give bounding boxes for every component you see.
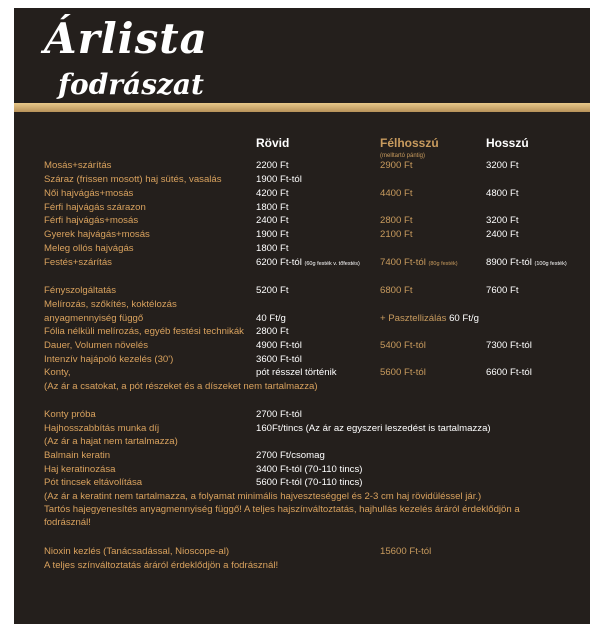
price-row (0, 214, 604, 227)
row-label: Melírozás, szőkítés, koktélozás (44, 299, 177, 310)
row-long (486, 256, 567, 271)
price-row (0, 449, 604, 462)
row-label: Meleg ollós hajvágás (44, 243, 134, 254)
price-row (0, 298, 604, 311)
price-row (0, 463, 604, 476)
row-medium: 5400 Ft-tól (380, 340, 426, 351)
row-short (256, 256, 360, 271)
price-row (0, 284, 604, 297)
row-label: Intenzív hajápoló kezelés (30') (44, 354, 174, 365)
row-label: Női hajvágás+mosás (44, 188, 134, 199)
row-label: Konty, (44, 367, 71, 378)
price-row (0, 242, 604, 255)
logo-subtitle: fodrászat (58, 68, 204, 101)
row-label: Haj keratinozása (44, 464, 116, 475)
final-note: A teljes színváltoztatás áráról érdeklődjön a fodrásznál! (44, 560, 279, 571)
row-short: 5200 Ft (256, 285, 289, 296)
row-long: 3200 Ft (486, 160, 519, 171)
price-row (0, 353, 604, 366)
row-short: 40 Ft/g (256, 313, 286, 324)
row-short: 1800 Ft (256, 202, 289, 213)
pastel-label: + Pasztellizálás (380, 313, 447, 324)
row-short: 2700 Ft-tól (256, 409, 302, 420)
row-long: 7300 Ft-tól (486, 340, 532, 351)
gold-divider (14, 103, 590, 112)
header-medium: Félhosszú (380, 136, 439, 150)
row-long: 7600 Ft (486, 285, 519, 296)
row-short: pót résszel történik (256, 367, 337, 378)
row-medium: 5600 Ft-tól (380, 367, 426, 378)
row-label: Dauer, Volumen növelés (44, 340, 148, 351)
row-long-note: (100g festék) (534, 261, 567, 267)
row-label: Festés+szárítás (44, 257, 112, 268)
row-label: Férfi hajvágás+mosás (44, 215, 139, 226)
row-label: Konty próba (44, 409, 96, 420)
keratin-note: (Az ár a keratint nem tartalmazza, a folyamat minimális hajveszteséggel és 2-3 cm haj rövidüléssel jár.) (44, 491, 482, 502)
row-short: 1900 Ft-tól (256, 174, 302, 185)
row-label: Száraz (frissen mosott) haj sütés, vasalás (44, 174, 222, 185)
row-short: 1800 Ft (256, 243, 289, 254)
price-row (0, 408, 604, 421)
row-label: (Az ár a hajat nem tartalmazza) (44, 436, 178, 447)
logo-title: Árlista (44, 14, 208, 63)
price-row (0, 545, 604, 558)
row-short: 1900 Ft (256, 229, 289, 240)
row-long: 2400 Ft (486, 229, 519, 240)
row-short: 2800 Ft (256, 326, 289, 337)
row-long: 6600 Ft-tól (486, 367, 532, 378)
price-row (0, 380, 604, 393)
row-label: Fólia nélküli melírozás, egyéb festési technikák (44, 326, 244, 337)
row-long-price: 8900 Ft-tól (486, 257, 532, 268)
row-medium-price: 7400 Ft-tól (380, 257, 426, 268)
row-medium-note: (80g festék) (428, 261, 458, 267)
row-label: Balmain keratin (44, 450, 111, 461)
price-row (0, 228, 604, 241)
care-note: Tartós hajegyenesítés anyagmennyiség függő! A teljes hajszínváltoztatás, hajhullás kezelés áráról érdeklődjön a fodrásznál! (44, 504, 520, 528)
row-short: 4900 Ft-tól (256, 340, 302, 351)
row-short: 4200 Ft (256, 188, 289, 199)
row-long: 4800 Ft (486, 188, 519, 199)
row-label: Hajhosszabbítás munka díj (44, 423, 160, 434)
row-short: 3600 Ft-tól (256, 354, 302, 365)
row-label: Pót tincsek eltávolítása (44, 477, 143, 488)
price-row (0, 339, 604, 352)
price-row (0, 435, 604, 448)
row-short-note: (60g festék v. tőfestés) (304, 261, 360, 267)
row-short: 2400 Ft (256, 215, 289, 226)
row-short: 3400 Ft-tól (70-110 tincs) (256, 464, 363, 475)
row-medium (380, 256, 458, 271)
row-label: Fényszolgáltatás (44, 285, 116, 296)
price-row (0, 256, 604, 269)
row-label: anyagmennyiség függő (44, 313, 144, 324)
row-medium: 6800 Ft (380, 285, 413, 296)
price-row (0, 476, 604, 489)
row-label: Gyerek hajvágás+mosás (44, 229, 150, 240)
row-medium: 2100 Ft (380, 229, 413, 240)
pastel-price: 60 Ft/g (449, 313, 479, 324)
row-medium (380, 312, 479, 325)
nioxin-label: Nioxin kezlés (Tanácsadással, Nioscope-al) (44, 546, 230, 557)
header-short: Rövid (256, 136, 290, 150)
row-short: 2200 Ft (256, 160, 289, 171)
price-row (0, 173, 604, 186)
nioxin-price: 15600 Ft-tól (380, 546, 432, 557)
row-label: (Az ár a csatokat, a pót részeket és a díszeket nem tartalmazza) (44, 381, 318, 392)
row-medium: 2900 Ft (380, 160, 413, 171)
price-row (0, 312, 604, 325)
row-medium: 2800 Ft (380, 215, 413, 226)
price-row (0, 187, 604, 200)
header-long: Hosszú (486, 136, 529, 150)
price-row (0, 422, 604, 435)
header-medium-note: (melltartó pántig) (380, 153, 426, 159)
row-short: 5600 Ft-tól (70-110 tincs) (256, 477, 363, 488)
row-short-price: 6200 Ft-tól (256, 257, 302, 268)
price-row (0, 366, 604, 379)
row-label: Férfi hajvágás szárazon (44, 202, 146, 213)
row-label: Mosás+szárítás (44, 160, 112, 171)
price-row (0, 159, 604, 172)
row-short: 2700 Ft/csomag (256, 450, 325, 461)
row-medium: 4400 Ft (380, 188, 413, 199)
price-row (0, 325, 604, 338)
price-row (0, 201, 604, 214)
row-short: 160Ft/tincs (Az ár az egyszeri leszedést is tartalmazza) (256, 423, 491, 434)
row-long: 3200 Ft (486, 215, 519, 226)
